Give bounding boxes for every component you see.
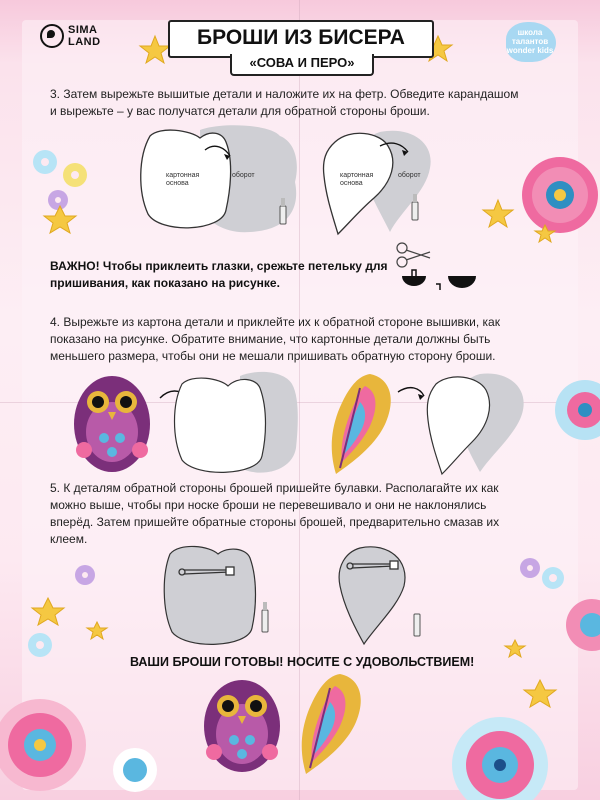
flower-bottom-center-icon xyxy=(113,748,157,792)
page-title: БРОШИ ИЗ БИСЕРА xyxy=(197,26,405,49)
beaded-feather-icon xyxy=(332,374,391,474)
owl-label-back: оборот xyxy=(232,172,255,179)
feather-label-back: оборот xyxy=(398,172,421,179)
owl-back-shape xyxy=(164,546,255,644)
flower-bottom-right-icon xyxy=(452,717,548,800)
finished-feather-brooch-icon xyxy=(302,674,361,774)
flower-right-top-icon xyxy=(522,157,598,233)
eye-cut-illustration xyxy=(390,240,490,300)
step-5-illustration xyxy=(160,540,430,650)
school-logo-line-2: талантов xyxy=(511,37,549,46)
step-3-text: 3. Затем вырежьте вышитые детали и наложите их на фетр. Обведите карандашом и вырежьте – у вас получатся детали для обратной стороны броши. xyxy=(50,87,519,118)
finished-owl-brooch-icon xyxy=(204,680,280,772)
logo-line-2: LAND xyxy=(68,36,101,48)
school-logo-line-1: школа xyxy=(517,28,543,37)
step-4-illustration xyxy=(60,368,530,480)
feather-label-base: картонная основа xyxy=(340,172,374,187)
sima-land-logo xyxy=(40,24,101,48)
warning-text: ВАЖНО! Чтобы приклеить глазки, срежьте петельку для пришивания, как показано на рисунке. xyxy=(50,259,388,290)
finale-text: ВАШИ БРОШИ ГОТОВЫ! НОСИТЕ С УДОВОЛЬСТВИЕМ! xyxy=(130,655,475,669)
glue-tube-icon xyxy=(414,614,420,636)
glue-tube-icon xyxy=(262,610,268,632)
flower-right-edge-icon xyxy=(566,599,600,651)
owl-cardboard-shape xyxy=(175,378,266,472)
step-5-text: 5. К деталям обратной стороны брошей пришейте булавки. Располагайте их как можно выше, чтобы при носке броши не перевешивало и они не наклонялись вперёд. Затем пришейте обратные стороны брошей, предварительно смазав их клеем. xyxy=(50,481,500,546)
school-logo xyxy=(500,22,560,70)
eye-bead-icon xyxy=(448,276,476,288)
logo-line-1: SIMA xyxy=(68,24,98,36)
glue-tube-icon xyxy=(280,206,286,224)
beaded-owl-icon xyxy=(74,376,150,472)
glue-tube-icon xyxy=(412,202,418,220)
school-logo-line-3: wonder kids xyxy=(506,46,554,55)
flower-right-bottom-icon xyxy=(555,380,600,440)
page-subtitle: «СОВА И ПЕРО» xyxy=(230,54,374,76)
sima-land-logo-icon xyxy=(40,24,64,48)
flower-left-bottom-icon xyxy=(0,699,86,791)
eye-bead-icon xyxy=(402,276,426,286)
finished-brooches xyxy=(200,668,370,778)
step-4-text: 4. Вырежьте из картона детали и приклейте их к обратной стороне вышивки, как показано на рисунке. Обратите внимание, что картонные детали должны быть меньшего размера, чтобы они не мешали пришивать обратную сторону броши. xyxy=(50,315,500,363)
scissors-icon xyxy=(397,243,430,267)
title-box xyxy=(168,20,434,58)
owl-label-base: картонная основа xyxy=(166,172,200,187)
